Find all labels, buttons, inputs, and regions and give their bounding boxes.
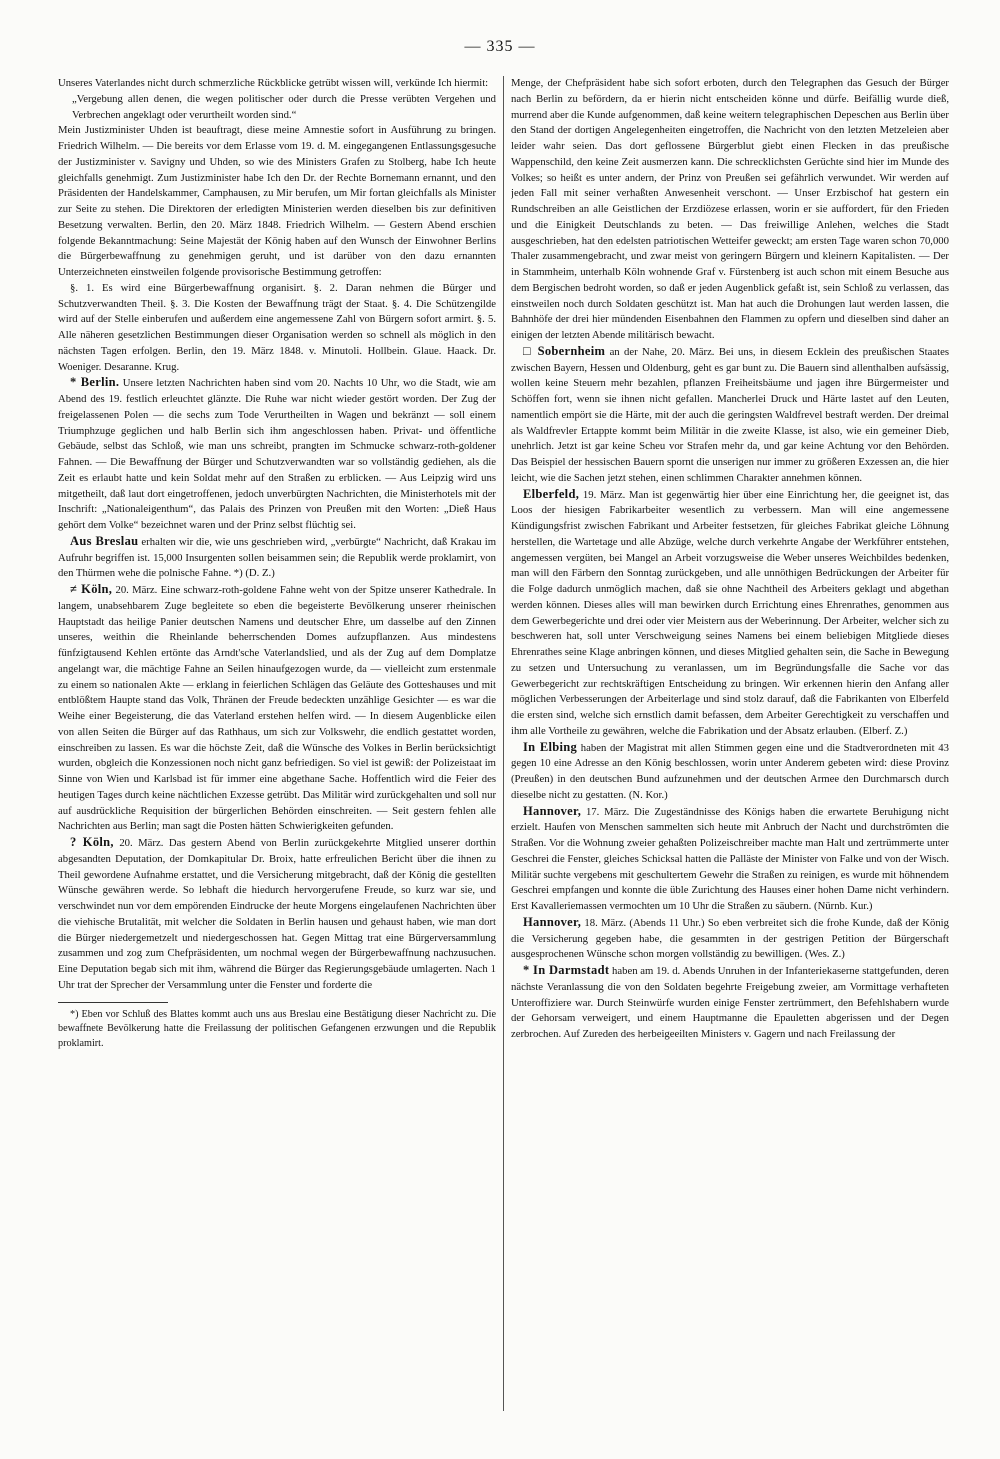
dateline: Hannover, xyxy=(523,914,582,929)
article-text: erhalten wir die, wie uns geschrieben wird, „verbürgte“ Nachricht, daß Krakau im Aufruhr begriffen ist. 15,000 Insurgenten sollen beisammen sein; die Republik werde proklamirt, von den Thürmen wehe die polnische Fahne. *) (D. Z.) xyxy=(58,535,496,580)
column-divider xyxy=(503,76,504,1411)
dateline: Aus Breslau xyxy=(70,533,139,548)
paragraph: Menge, der Chefpräsident habe sich sofort erboten, durch den Telegraphen das Gesuch der Bürger nach Berlin zu befördern, da er hierin nicht entscheiden könne und dürfe. Beifällig wurde dieß, murrend aber die Kunde aufgenommen, daß keine weitern telegraphischen Depeschen aus Berlin über den Stand der dortigen Angelegenheiten eingetroffen, die Nachricht von den letzten Metzeleien aber leider wahr seien. Das dort geflossene Bürgerblut giebt einen Flecken in das preußische Wappenschild, den keine Zeit ausmerzen kann. Die schrecklichsten Gerüchte sind hier im Munde des Volkes; so heißt es unter andern, der Prinz von Preußen sei gefährlich verwundet. Wir werden auf jeden Fall mit seiner verhaßten Anwesenheit verschont. — Unser Erzbischof hat gestern ein Rundschreiben an alle Geistlichen der Erzdiözese erlassen, worin er sie auffordert, für den Frieden und die Einigkeit Deutschlands zu beten. — Das freiwillige Anlehen, welches die Stadt ausgeschrieben, hat den edelsten patriotischen Wetteifer geweckt; am ersten Tage waren schon 70,000 Thaler zusammengebracht, und zwar meist von geringern Bürgern und kleinern Kapitalisten. — Der in Stammheim, unterhalb Köln wohnende Graf v. Fürstenberg ist auch schon mit einem Besuche aus dem Bergischen bedroht worden, so daß er jeden Augenblick gefaßt ist, sein Schloß zu verlassen, das einstweilen noch durch Soldaten geschützt ist. Man hat auch die Drohungen laut werden lassen, die Bahnhöfe der drei hier mündenden Eisenbahnen den Flammen zu opfern und dieselben sind daher an einigen der letzten Abende militärisch bewacht. xyxy=(511,77,949,341)
article-elbing xyxy=(511,740,949,804)
dateline: ? Köln, xyxy=(70,835,114,849)
article-text: 17. März. Die Zugeständnisse des Königs haben die erwartete Beruhigung nicht erzielt. Haufen von Menschen sammelten sich heute mit Anbruch der Nacht und durchströmten die Straßen. Vor die Wohnung zweier gehaßten Polizeischreiber machte man Halt und zertrümmerte unter Geschrei die Fenster, gleiches Schicksal hatten die Palläste der Minister von Falke und von der Wisch. Militär suchte vergebens mit geschultertem Gewehr die Straßen zu reinigen, es wurde mit höhnendem Geschrei empfangen und konnte die üble Zurichtung des Hauses einer hohen Dame nicht verhindern. Erst Kavalleriemassen vermochten um 10 Uhr die Straßen zu säubern. (Nürnb. Kur.) xyxy=(511,805,949,912)
paragraph: Unseres Vaterlandes nicht durch schmerzliche Rückblicke getrübt wissen will, verkünde Ich hiermit: xyxy=(58,77,489,89)
paragraph: §. 1. Es wird eine Bürgerbewaffnung organisirt. §. 2. Daran nehmen die Bürger und Schutzverwandten Theil. §. 3. Die Kosten der Bewaffnung trägt der Staat. §. 4. Die Schützengilde wird auf der Stelle einberufen und außerdem eine angemessene Zahl von Bürgern sofort armirt. §. 5. Alle näheren gesetzlichen Bestimmungen dieser Organisation werden so schnell als möglich in den nächsten Tagen erfolgen. Berlin, den 19. März 1848. v. Minutoli. Hollbein. Glaue. Haack. Dr. Woeniger. Desaranne. Krug. xyxy=(58,281,496,373)
article-hannover-2 xyxy=(511,915,949,963)
dateline: Elberfeld, xyxy=(523,486,580,501)
article-text: 19. März. Man ist gegenwärtig hier über eine Einrichtung her, die geeignet ist, das Loos der hiesigen Fabrikarbeiter wesentlich zu verbessern. Man will eine angemessene Kündigungsfrist zwischen Fabrikant und Arbeiter festsetzen, für gleiches Fabrikat gleiche Löhnung herstellen, die Wartetage und alle Abzüge, welche durch verkehrte Angabe der Werkführer entstehen, angemessen vergüten, bei Mangel an Arbeit vorzugsweise die Weber unseres Weichbildes bedenken, man will den Färbern den Sonntag zurückgeben, und alle unnöthigen Bedrückungen der Arbeiter für die Folge dadurch unmöglich machen, daß sie ohne Nachtheil des Arbeiters geklagt und abgethan werden können. Dieses alles will man bewirken durch Errichtung eines Ehrenrathes, genommen aus dem Gewerbegerichte und drei oder vier Meistern aus der Weberinnung. Der Arbeiter, welcher sich zu beschweren hat, soll unter Verschweigung seines Namens bei einem beliebigen Mitgliede dieses Ehrenrathes seine Klage anbringen können, und dieses Mitglied gehalten sein, die Sache in Bewegung zu setzen und Untersuchung zu veranlassen, um im Begründungsfalle die Sache vor das Gewerbegericht zur rechtskräftigen Entscheidung zu bringen. Wir erkennen hierin den Anfang aller möglichen Verbesserungen der Arbeiterlage und sind stolz darauf, daß die Fabrikanten von Elberfeld die ersten sind, welche sich ernstlich damit befassen, dem Arbeiter Gerechtigkeit zu verschaffen und ihm alle Vortheile zu gewähren, welche die Fabrikation und der Absatz erlauben. (Elberf. Z.) xyxy=(511,488,949,737)
left-column xyxy=(58,76,496,1416)
article-text: an der Nahe, 20. März. Bei uns, in diesem Ecklein des preußischen Staates zwischen Bayern, Hessen und Oldenburg, geht es gar bunt zu. Die Bauern sind allenthalben aufsässig, wollen keine Steuern mehr bezahlen, pflanzen Freiheitsbäume und jagen ihre Bürgermeister und Schöffen fort, wenn sie ihnen nicht gefallen. Mancherlei Druck und Härte lastet auf den Leuten, namentlich empört sie die Härte, mit der auch die geringsten Waldfrevel bestraft werden. Der dreimal als Waldfrevler Ertappte kommt beim Militär in die zweite Klasse, ist also, wie ein gemeiner Dieb, unehrlich. Jetzt ist gar keine Scheu vor Strafen mehr da, und gar keine Achtung vor den Behörden. Das Beispiel der hessischen Bauern spornt die unserigen nur immer zu größeren Exzessen an, die hier leicht, wie die Sachen jetzt stehen, einen schlimmen Charakter annehmen können. xyxy=(511,345,949,484)
article-text: haben der Magistrat mit allen Stimmen gegen eine und die Stadtverordneten mit 43 gegen 10 eine Adresse an den König beschlossen, worin unter Anderem gebeten wird: diese Provinz (Preußen) in den deutschen Bund aufzunehmen und der deutschen Armee den Durchmarsch durch dieselbe nicht zu gestatten. (N. Kor.) xyxy=(511,741,949,801)
article-elberfeld xyxy=(511,487,949,740)
article-koeln-2 xyxy=(58,835,496,994)
dateline: ≠ Köln, xyxy=(70,582,113,596)
article-text: 20. März. Eine schwarz-roth-goldene Fahne weht von der Spitze unserer Kathedrale. In langem, unabsehbarem Zuge begleitete so eben die begeisterte Bevölkerung unserer rheinischen Hauptstadt das heilige Panier deutschen Namens und deutscher Ehre, um dasselbe auf den Zinnen unseres, weithin die Rheinlande beherrschenden Domes aufzupflanzen. Aus mindestens fünfzigtausend Kehlen ertönte das Arndt'sche Vaterlandslied, und als der Zug auf dem Domplatze angelangt war, die mächtige Fahne an Seilen hinaufgezogen wurde, da — vielleicht zum erstenmale zu einem so nationalen Akte — erklang in feierlichen Schlägen das Geläute des Gotteshauses und mit entblößtem Haupte stand das Volk, Thränen der Freude bedeckten unzählige Gesichter — es war die Weihe einer Begeisterung, die das Vaterland erstehen helfen wird. — In diesem Augenblicke eilen von allen Seiten die Bürger auf das Rathhaus, um sich zur Volkswehr, die endlich gestattet worden, einschreiben zu lassen. Es war die höchste Zeit, daß die Wünsche des Volkes in Berlin berücksichtigt wurden, obgleich die Konzessionen noch nicht ganz befriedigen. So viel ist gewiß: der Polizeistaat im Sinne von Wien und Karlsbad ist für immer eine abgethane Sache. Hoffentlich wird die Feier des heutigen Tages durch keine nächtlichen Exzesse getrübt. Das Militär wird zurückgehalten und soll nur auf ausdrückliche Requisition der bürgerlichen Behörden einschreiten. — Seit gestern fehlen alle Nachrichten aus Berlin; man sagt die Posten hätten Schwierigkeiten gefunden. xyxy=(58,584,496,833)
article-darmstadt xyxy=(511,963,949,1043)
article-text: 18. März. (Abends 11 Uhr.) So eben verbreitet sich die frohe Kunde, daß der König die Versicherung gegeben habe, die gesammten in der gestrigen Petition der Bürgerschaft ausgesprochenen Wünsche schon morgen vollständig zu bewilligen. (Wes. Z.) xyxy=(511,916,949,961)
dateline: * In Darmstadt xyxy=(523,963,610,977)
article-text: haben am 19. d. Abends Unruhen in der Infanteriekaserne stattgefunden, deren nächste Veranlassung die von den Soldaten begehrte Freigebung zweier, am Vormittage verhafteten Unteroffiziere war. Durch Steinwürfe wurden einige Fenster zertrümmert, den Befehlshabern wurde der Gehorsam verweigert, und einem Hauptmanne die Epauletten abgerissen und der Degen zerbrochen. Auf Zureden des herbeigeeilten Ministers v. Gagern und nach Freilassung der xyxy=(511,965,949,1040)
dateline: □ Sobernheim xyxy=(523,343,606,358)
footnote-divider xyxy=(58,1002,168,1003)
right-column xyxy=(511,76,949,1416)
article-berlin xyxy=(58,375,496,534)
article-hannover-1 xyxy=(511,804,949,915)
dateline: In Elbing xyxy=(523,739,578,754)
article-koeln-1 xyxy=(58,582,496,835)
amnesty-quote: „Vergebung allen denen, die wegen politischer oder durch die Presse verübten Vergehen und Verbrechen angeklagt oder verurtheilt worden sind.“ xyxy=(72,92,496,121)
article-text: 20. März. Das gestern Abend von Berlin zurückgekehrte Mitglied unserer dorthin abgesandten Deputation, der Domkapitular Dr. Broix, hatte erfreulichen Bericht über die ihnen zu Theil gewordene Aufnahme erstattet, und die Versicherung mitgebracht, daß der König die gestellten Wünsche gewähren werde. So lebhaft die hiedurch hervorgerufene Freude, so kurz war sie, und verschwindet nun vor dem empörenden Eindrucke der heute Morgens eingelaufenen Nachrichten über die viehische Brutalität, mit welcher die Soldaten in Berlin hausen und gehaust haben, wie man dort die Bürger niedergemetzelt und niedergeschossen hat. Gegen Mittag trat eine Bürgerversammlung zusammen und zog zum Chefpräsidenten, um nochmal wegen der Bürgerbewaffnung nachzusuchen. Eine Deputation begab sich mit ihm, während die Bürger das Regierungsgebäude umlagerten. Nach 1 Uhr trat der Sprecher der Versammlung unter die Fenster und forderte die xyxy=(58,837,496,991)
dateline: * Berlin. xyxy=(70,375,120,390)
article-breslau xyxy=(58,534,496,582)
paragraph: Mein Justizminister Uhden ist beauftragt, diese meine Amnestie sofort in Ausführung zu bringen. Friedrich Wilhelm. — Die bereits vor dem Erlasse vom 19. d. M. eingegangenen Entlassungsgesuche der Justizminister v. Savigny und Uhden, so wie des Ministers Grafen zu Stolberg, habe Ich heute gleichfalls genehmigt. Zum Justizminister habe Ich den Dr. der Rechte Bornemann ernannt, und den Präsidenten der Handelskammer, Camphausen, zu Mir berufen, um Mir fortan gleichfalls als Minister zur Seite zu stehen. Die Direktoren der erledigten Ministerien werden dieselben bis zur definitiven Besetzung verwalten. Berlin, den 20. März 1848. Friedrich Wilhelm. — Gestern Abend erschien folgende Bekanntmachung: Seine Majestät der König haben auf den Wunsch der Einwohner Berlins die Bürgerbewaffnung zu genehmigen geruht, und ist darüber von den dazu ernannten Unterzeichneten einstweilen folgende provisorische Bestimmung getroffen: xyxy=(58,124,496,278)
article-sobernheim xyxy=(511,344,949,487)
dateline: Hannover, xyxy=(523,803,582,818)
footnote: *) Eben vor Schluß des Blattes kommt auch uns aus Breslau eine Bestätigung dieser Nachricht zu. Die bewaffnete Bevölkerung hatte die Freilassung der politischen Gefangenen erzwungen und die Republik proklamirt. xyxy=(58,1008,496,1049)
article-text: Unsere letzten Nachrichten haben sind vom 20. Nachts 10 Uhr, wo die Stadt, wie am Abend des 19. festlich erleuchtet glänzte. Die Ruhe war nicht wieder gestört worden. Der Zug der freigelassenen Polen — die sechs zum Tode Verurtheilten in Wagen und bekränzt — soll einem Triumphzuge geglichen und halb Berlin sich ihm angeschlossen haben. Privat- und öffentliche Gebäude, selbst das Schloß, wie man uns schreibt, prangten im Schmucke schwarz-roth-goldener Fahnen. — Die Bewaffnung der Bürger und Schutzverwandten war so vollständig gediehen, als die Zeit es erlaubt hatte und kein Soldat mehr auf den Straßen zu erblicken. — Aus Leipzig wird uns mitgetheilt, daß laut dort eingetroffenen, jedoch unverbürgten Nachrichten, die Ministerhotels mit der Inschrift: „Nationaleigenthum“, das Palais des Prinzen von Preußen mit den Worten: „Dieß Haus gehört dem Volke“ bezeichnet waren und der Prinz selbst flüchtig sei. xyxy=(58,377,496,531)
page-number: — 335 — xyxy=(464,38,536,55)
